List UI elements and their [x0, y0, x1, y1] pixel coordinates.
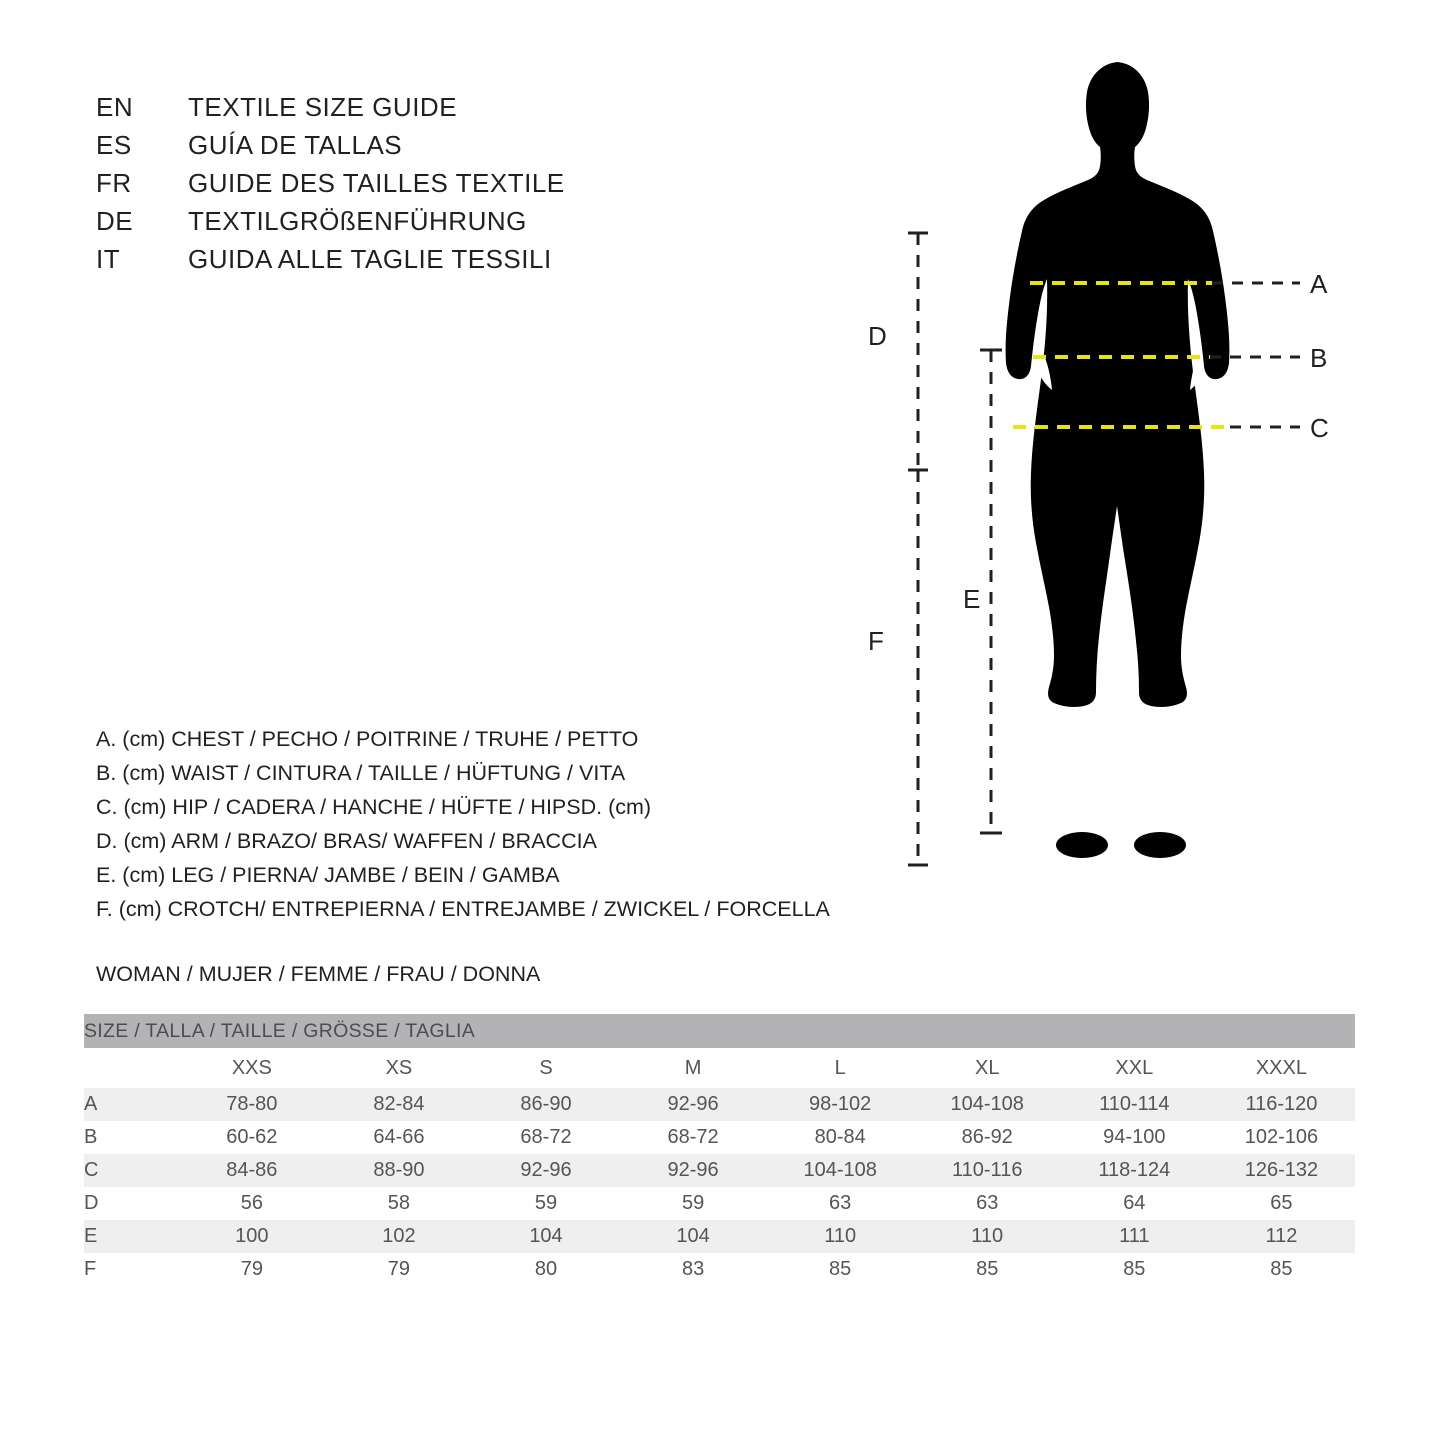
cell-e-s: 104 — [472, 1220, 619, 1253]
cell-b-xxxl: 102-106 — [1208, 1121, 1355, 1154]
measurement-diagram — [830, 50, 1390, 930]
cell-b-m: 68-72 — [620, 1121, 767, 1154]
table-row — [84, 1253, 1355, 1286]
table-header-corner — [84, 1048, 178, 1088]
cell-e-xxl: 111 — [1061, 1220, 1208, 1253]
cell-b-s: 68-72 — [472, 1121, 619, 1154]
cell-e-xs: 102 — [325, 1220, 472, 1253]
cell-d-xs: 58 — [325, 1187, 472, 1220]
label-a: A — [1310, 269, 1328, 299]
cell-f-xl: 85 — [914, 1253, 1061, 1286]
label-f: F — [868, 626, 884, 656]
cell-e-xxxl: 112 — [1208, 1220, 1355, 1253]
leg-dimension-bracket — [980, 350, 1002, 833]
table-header-xs: XS — [325, 1048, 472, 1088]
cell-d-s: 59 — [472, 1187, 619, 1220]
cell-f-l: 85 — [767, 1253, 914, 1286]
language-title-en: TEXTILE SIZE GUIDE — [188, 92, 458, 122]
cell-e-xxs: 100 — [178, 1220, 325, 1253]
cell-a-m: 92-96 — [620, 1088, 767, 1121]
cell-d-xxs: 56 — [178, 1187, 325, 1220]
cell-f-xxl: 85 — [1061, 1253, 1208, 1286]
cell-c-m: 92-96 — [620, 1154, 767, 1187]
cell-d-xxxl: 65 — [1208, 1187, 1355, 1220]
language-title-fr: GUIDE DES TAILLES TEXTILE — [188, 168, 565, 198]
woman-silhouette-icon — [1006, 62, 1230, 858]
label-e: E — [963, 584, 981, 614]
table-header-xxs: XXS — [178, 1048, 325, 1088]
cell-b-l: 80-84 — [767, 1121, 914, 1154]
language-title-it: GUIDA ALLE TAGLIE TESSILI — [188, 244, 552, 274]
cell-c-xxs: 84-86 — [178, 1154, 325, 1187]
row-label-c: C — [84, 1154, 178, 1187]
language-code-fr: FR — [96, 168, 132, 198]
arm-dimension-bracket — [908, 233, 928, 865]
table-row — [84, 1088, 1355, 1121]
cell-c-xxl: 118-124 — [1061, 1154, 1208, 1187]
legend-item-f: F. (cm) CROTCH/ ENTREPIERNA / ENTREJAMBE / ZWICKEL / FORCELLA — [96, 897, 830, 921]
cell-e-m: 104 — [620, 1220, 767, 1253]
cell-b-xxl: 94-100 — [1061, 1121, 1208, 1154]
language-code-en: EN — [96, 92, 134, 122]
table-band-row — [84, 1014, 1355, 1048]
gender-caption: WOMAN / MUJER / FEMME / FRAU / DONNA — [96, 962, 541, 986]
silhouette-diagram-svg — [830, 50, 1390, 930]
cell-d-xl: 63 — [914, 1187, 1061, 1220]
table-band-label: SIZE / TALLA / TAILLE / GRÖSSE / TAGLIA — [84, 1014, 1355, 1048]
cell-f-m: 83 — [620, 1253, 767, 1286]
language-code-de: DE — [96, 206, 134, 236]
language-row-it — [96, 244, 716, 282]
row-label-b: B — [84, 1121, 178, 1154]
cell-f-xxs: 79 — [178, 1253, 325, 1286]
label-d: D — [868, 321, 887, 351]
cell-c-xs: 88-90 — [325, 1154, 472, 1187]
cell-c-l: 104-108 — [767, 1154, 914, 1187]
cell-e-l: 110 — [767, 1220, 914, 1253]
row-label-a: A — [84, 1088, 178, 1121]
cell-f-s: 80 — [472, 1253, 619, 1286]
legend-item-b: B. (cm) WAIST / CINTURA / TAILLE / HÜFTUNG / VITA — [96, 761, 626, 785]
language-row-fr — [96, 168, 716, 206]
table-header-xl: XL — [914, 1048, 1061, 1088]
cell-c-xl: 110-116 — [914, 1154, 1061, 1187]
table-header-m: M — [620, 1048, 767, 1088]
legend-item-a: A. (cm) CHEST / PECHO / POITRINE / TRUHE / PETTO — [96, 727, 639, 751]
table-header-l: L — [767, 1048, 914, 1088]
cell-a-xl: 104-108 — [914, 1088, 1061, 1121]
legend-item-d: D. (cm) ARM / BRAZO/ BRAS/ WAFFEN / BRACCIA — [96, 829, 597, 853]
language-row-de — [96, 206, 716, 244]
language-row-en — [96, 92, 716, 130]
cell-d-l: 63 — [767, 1187, 914, 1220]
language-row-es — [96, 130, 716, 168]
table-header-s: S — [472, 1048, 619, 1088]
label-b: B — [1310, 343, 1328, 373]
cell-b-xl: 86-92 — [914, 1121, 1061, 1154]
cell-a-s: 86-90 — [472, 1088, 619, 1121]
measurement-legend — [96, 722, 896, 926]
row-label-f: F — [84, 1253, 178, 1286]
legend-item-c: C. (cm) HIP / CADERA / HANCHE / HÜFTE / HIPSD. (cm) — [96, 795, 652, 819]
language-code-it: IT — [96, 244, 121, 274]
table-row — [84, 1154, 1355, 1187]
cell-a-xxxl: 116-120 — [1208, 1088, 1355, 1121]
cell-d-xxl: 64 — [1061, 1187, 1208, 1220]
cell-b-xxs: 60-62 — [178, 1121, 325, 1154]
cell-c-s: 92-96 — [472, 1154, 619, 1187]
table-row — [84, 1187, 1355, 1220]
legend-item-e: E. (cm) LEG / PIERNA/ JAMBE / BEIN / GAMBA — [96, 863, 560, 887]
cell-f-xxxl: 85 — [1208, 1253, 1355, 1286]
cell-a-l: 98-102 — [767, 1088, 914, 1121]
language-code-es: ES — [96, 130, 132, 160]
label-c: C — [1310, 413, 1329, 443]
cell-a-xs: 82-84 — [325, 1088, 472, 1121]
cell-a-xxl: 110-114 — [1061, 1088, 1208, 1121]
cell-f-xs: 79 — [325, 1253, 472, 1286]
language-title-es: GUÍA DE TALLAS — [188, 130, 403, 160]
table-header-xxxl: XXXL — [1208, 1048, 1355, 1088]
table-header-row — [84, 1048, 1355, 1088]
language-title-block — [96, 92, 716, 282]
table-header-xxl: XXL — [1061, 1048, 1208, 1088]
cell-d-m: 59 — [620, 1187, 767, 1220]
size-table — [84, 1014, 1355, 1286]
cell-c-xxxl: 126-132 — [1208, 1154, 1355, 1187]
row-label-e: E — [84, 1220, 178, 1253]
cell-a-xxs: 78-80 — [178, 1088, 325, 1121]
table-row — [84, 1220, 1355, 1253]
table-row — [84, 1121, 1355, 1154]
cell-e-xl: 110 — [914, 1220, 1061, 1253]
cell-b-xs: 64-66 — [325, 1121, 472, 1154]
row-label-d: D — [84, 1187, 178, 1220]
language-title-de: TEXTILGRÖßENFÜHRUNG — [188, 206, 527, 236]
